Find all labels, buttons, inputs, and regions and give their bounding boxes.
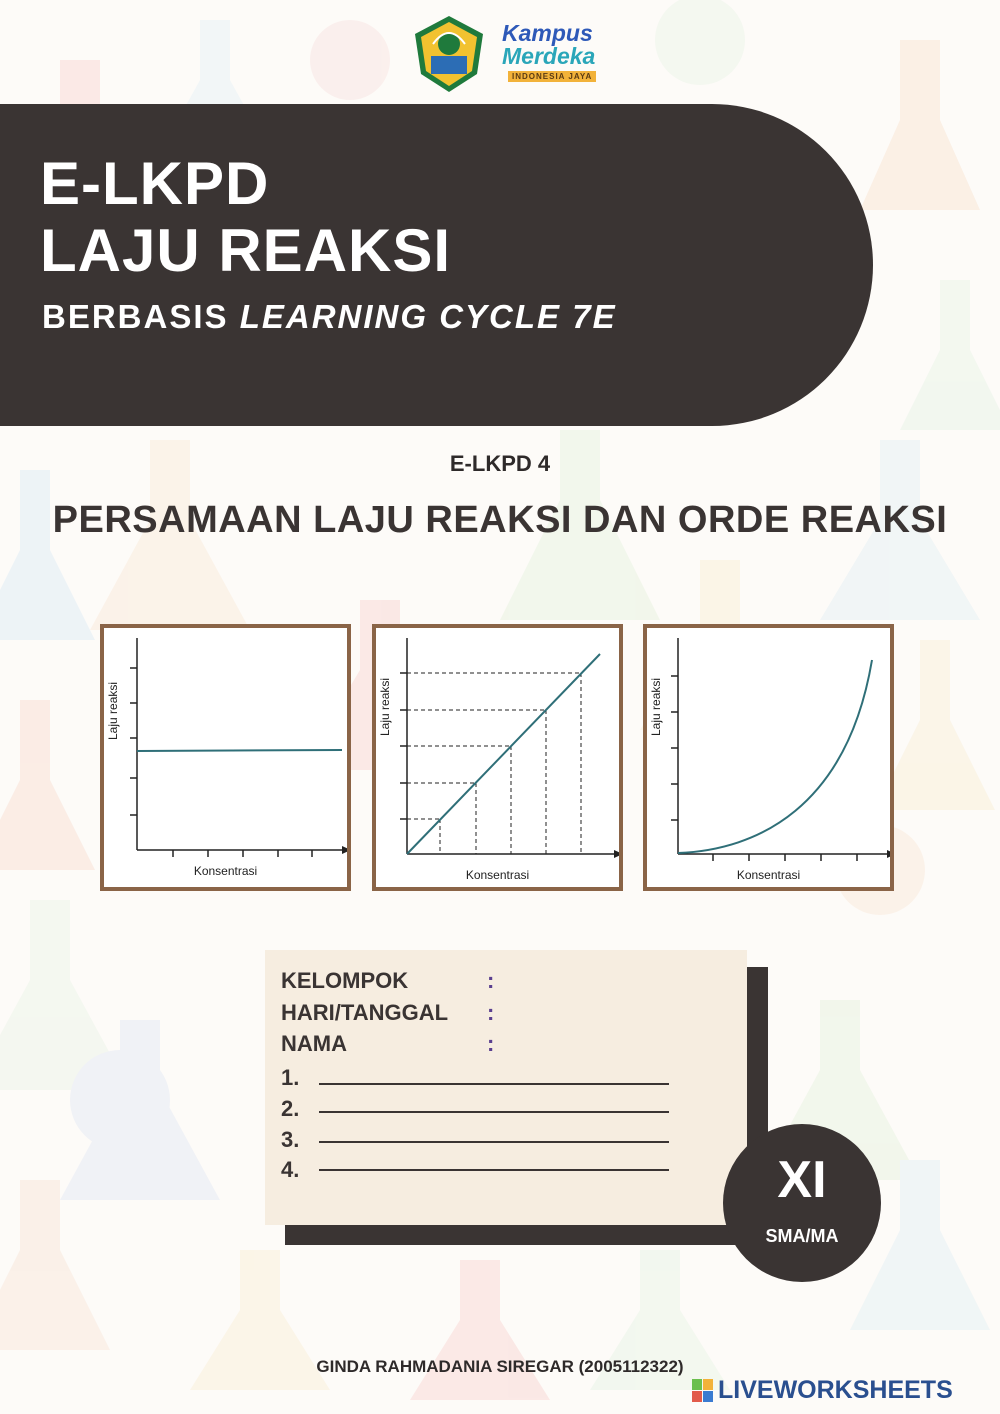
- graph-ylabel: Laju reaksi: [106, 681, 120, 740]
- rate-curve: [407, 654, 600, 854]
- y-axis-ticks: [130, 668, 137, 815]
- grade-badge-level: SMA/MA: [765, 1226, 839, 1246]
- graph-ylabel: Laju reaksi: [649, 677, 663, 736]
- member-name-line-3[interactable]: [319, 1141, 669, 1143]
- logo-row: [0, 10, 1000, 95]
- graph-second-order: [643, 624, 894, 891]
- graph-xlabel: Konsentrasi: [193, 864, 258, 878]
- grade-badge: [723, 1124, 881, 1282]
- member-number: 3.: [281, 1127, 300, 1152]
- author-credit: GINDA RAHMADANIA SIREGAR (2005112322): [316, 1357, 684, 1376]
- x-axis-arrow: [342, 846, 347, 854]
- graph-xlabel: Konsentrasi: [736, 868, 801, 882]
- member-number: 1.: [281, 1065, 300, 1090]
- member-name-line-1[interactable]: [319, 1083, 669, 1085]
- banner-subtitle-italic: LEARNING CYCLE 7E: [239, 298, 617, 335]
- x-axis-ticks: [173, 850, 312, 857]
- worksheet-title: PERSAMAAN LAJU REAKSI DAN ORDE REAKSI: [52, 499, 948, 541]
- group-colon: :: [487, 968, 495, 993]
- member-number: 4.: [281, 1157, 300, 1182]
- identity-form: [265, 950, 747, 1225]
- title-banner: [0, 104, 873, 426]
- frame-bar-horizontal: [285, 1224, 747, 1245]
- x-axis-arrow: [614, 850, 619, 858]
- liveworksheets-icon: [692, 1379, 714, 1403]
- x-axis-arrow: [887, 850, 890, 858]
- grade-badge-grade: XI: [777, 1151, 827, 1209]
- name-label: NAMA: [281, 1031, 347, 1056]
- university-emblem-icon: [411, 14, 487, 94]
- logo-tagline: INDONESIA JAYA: [508, 71, 596, 82]
- member-number: 2.: [281, 1096, 300, 1121]
- date-colon: :: [487, 1000, 495, 1025]
- banner-title-line2: LAJU REAKSI: [40, 217, 452, 284]
- member-name-line-4[interactable]: [319, 1169, 669, 1171]
- member-name-line-2[interactable]: [319, 1111, 669, 1113]
- y-axis-ticks: [400, 673, 407, 819]
- name-colon: :: [487, 1031, 495, 1056]
- logo-text-line2: Merdeka: [502, 43, 596, 69]
- liveworksheets-watermark: [692, 1375, 992, 1405]
- rate-curve: [137, 750, 342, 751]
- x-axis-ticks: [713, 854, 857, 861]
- group-label: KELOMPOK: [281, 968, 409, 993]
- liveworksheets-text: LIVEWORKSHEETS: [718, 1376, 953, 1404]
- logo-text-line1: Kampus: [502, 20, 593, 46]
- graph-first-order: [372, 624, 623, 891]
- y-axis-ticks: [671, 676, 678, 820]
- banner-subtitle: [42, 300, 617, 333]
- graph-xlabel: Konsentrasi: [465, 868, 530, 882]
- graph-ylabel: Laju reaksi: [378, 677, 392, 736]
- banner-subtitle-prefix: BERBASIS: [42, 298, 240, 335]
- rate-curve: [678, 660, 872, 853]
- graph-zero-order: [100, 624, 351, 891]
- date-label: HARI/TANGGAL: [281, 1000, 449, 1025]
- banner-title-line1: E-LKPD: [40, 150, 270, 217]
- worksheet-number: E-LKPD 4: [449, 451, 551, 476]
- kampus-merdeka-logo: [500, 20, 625, 90]
